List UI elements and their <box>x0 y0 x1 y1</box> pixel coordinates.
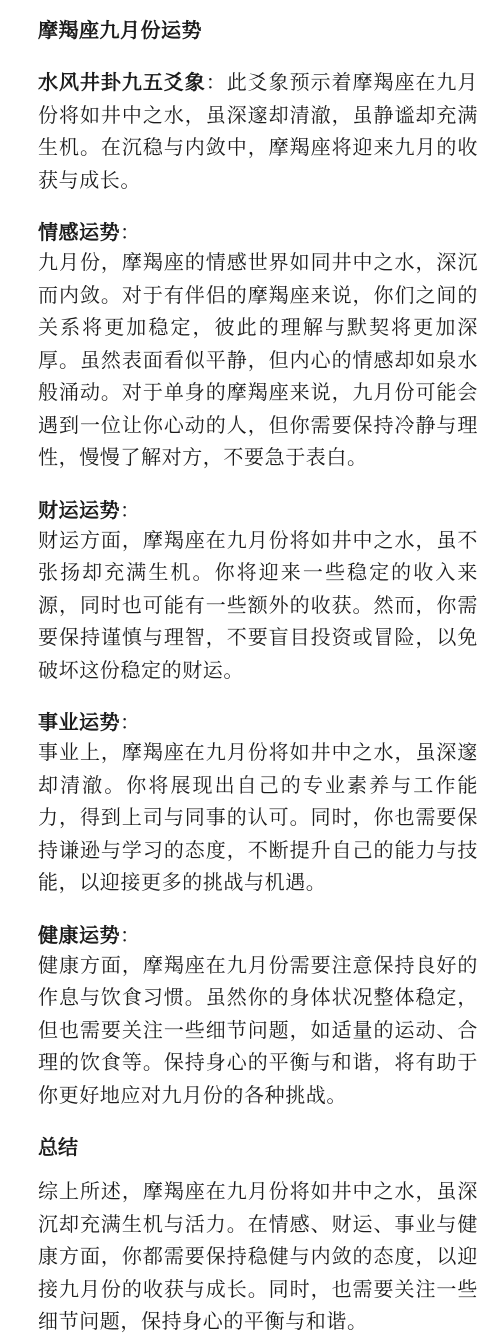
intro-paragraph <box>38 66 478 196</box>
section-text: 健康方面，摩羯座在九月份需要注意保持良好的作息与饮食习惯。虽然你的身体状况整体稳定，但也需要关注一些细节问题，如适量的运动、合理的饮食等。保持身心的平衡与和谐，将有助于你更好地应对九月份的各种挑战。 <box>38 952 478 1107</box>
page-title: 摩羯座九月份运势 <box>38 18 202 42</box>
section-heading-label: 财运运势 <box>38 497 120 522</box>
section-heading <box>38 496 478 524</box>
summary-heading: 总结 <box>38 1135 78 1159</box>
section-heading-label: 情感运势 <box>38 220 120 244</box>
section-love <box>38 218 478 474</box>
section-text: 财运方面，摩羯座在九月份将如井中之水，虽不张扬却充满生机。你将迎来一些稳定的收入来源，同时也可能有一些额外的收获。然而，你需要保持谨慎与理智，不要盲目投资或冒险，以免破坏这份稳定的财运。 <box>38 527 478 682</box>
section-health <box>38 921 478 1112</box>
section-heading-colon: ： <box>120 710 141 734</box>
section-heading-label: 事业运势 <box>38 710 120 734</box>
section-heading-colon: ： <box>120 497 141 522</box>
section-text: 事业上，摩羯座在九月份将如井中之水，虽深邃却清澈。你将展现出自己的专业素养与工作能力，得到上司与同事的认可。同时，你也需要保持谦逊与学习的态度，不断提升自己的能力与技能，以迎接更多的挑战与机遇。 <box>38 740 478 894</box>
intro-colon: ： <box>205 70 227 94</box>
section-summary <box>38 1133 478 1338</box>
section-heading <box>38 708 478 736</box>
section-text: 九月份，摩羯座的情感世界如同井中之水，深沉而内敛。对于有伴侣的摩羯座来说，你们之间的关系将更加稳定，彼此的理解与默契将更加深厚。虽然表面看似平静，但内心的情感却如泉水般涌动。对于单身的摩羯座来说，九月份可能会遇到一位让你心动的人，但你需要保持冷静与理性，慢慢了解对方，不要急于表白。 <box>38 250 478 469</box>
section-heading-label: 健康运势 <box>38 922 120 947</box>
intro-label: 水风井卦九五爻象 <box>38 70 206 94</box>
section-heading-colon: ： <box>120 220 141 244</box>
summary-text: 综上所述，摩羯座在九月份将如井中之水，虽深沉却充满生机与活力。在情感、财运、事业与健康方面，你都需要保持稳健与内敛的态度，以迎接九月份的收获与成长。同时，也需要关注一些细节问题，保持身心的平衡与和谐。 <box>38 1179 478 1333</box>
intro-text: 此爻象预示着摩羯座在九月份将如井中之水，虽深邃却清澈，虽静谧却充满生机。在沉稳与内敛中，摩羯座将迎来九月的收获与成长。 <box>38 70 478 192</box>
section-heading-colon: ： <box>120 922 141 947</box>
section-heading <box>38 921 478 949</box>
section-career <box>38 708 478 899</box>
section-wealth <box>38 496 478 687</box>
section-heading <box>38 218 478 246</box>
